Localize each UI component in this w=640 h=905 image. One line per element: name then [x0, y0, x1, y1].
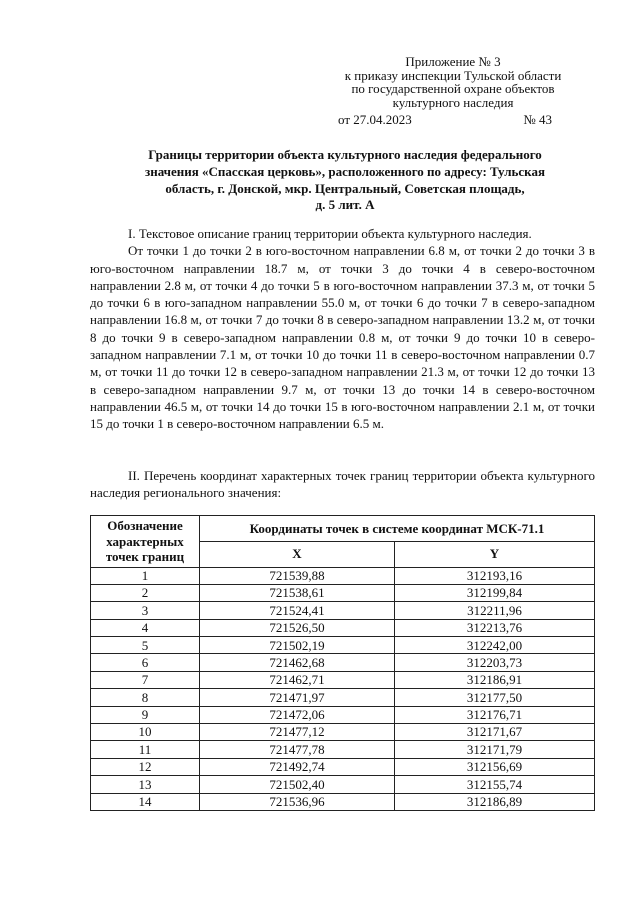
title-line: область, г. Донской, мкр. Центральный, Советская площадь, [165, 180, 525, 196]
title-line: Границы территории объекта культурного наследия федерального [148, 147, 542, 162]
coordinates-table-body [91, 567, 595, 810]
x-coordinate-cell: 721502,19 [200, 637, 395, 654]
point-number-cell: 13 [91, 776, 200, 793]
x-coordinate-cell: 721502,40 [200, 776, 395, 793]
point-number-cell: 6 [91, 654, 200, 671]
point-number-cell: 9 [91, 706, 200, 723]
point-number-cell: 2 [91, 584, 200, 601]
header-line: по государственной охране объектов [351, 81, 555, 96]
table-row [91, 793, 595, 810]
y-coordinate-cell: 312176,71 [395, 706, 595, 723]
coordinates-table [90, 515, 595, 811]
y-coordinate-cell: 312203,73 [395, 654, 595, 671]
point-number-cell: 14 [91, 793, 200, 810]
y-coordinate-cell: 312213,76 [395, 619, 595, 636]
point-number-cell: 11 [91, 741, 200, 758]
point-number-cell: 7 [91, 671, 200, 688]
point-number-cell: 1 [91, 567, 200, 584]
col-header-coords: Координаты точек в системе координат МСК-71.1 [200, 516, 595, 542]
point-number-cell: 3 [91, 602, 200, 619]
x-coordinate-cell: 721526,50 [200, 619, 395, 636]
y-coordinate-cell: 312171,67 [395, 724, 595, 741]
x-coordinate-cell: 721477,78 [200, 741, 395, 758]
header-line: Приложение № 3 [405, 54, 501, 69]
table-row [91, 671, 595, 688]
order-number: № 43 [523, 112, 552, 127]
x-coordinate-cell: 721477,12 [200, 724, 395, 741]
section-1-heading: I. Текстовое описание границ территории объекта культурного наследия. [128, 226, 532, 241]
x-coordinate-cell: 721536,96 [200, 793, 395, 810]
table-row [91, 741, 595, 758]
col-header-y: Y [395, 541, 595, 567]
x-coordinate-cell: 721524,41 [200, 602, 395, 619]
section-1-description: От точки 1 до точки 2 в юго-восточном направлении 6.8 м, от точки 2 до точки 3 в юго-восточном направлении 18.7 м, от точки 3 до точки 4 в северо-восточном направлении 2.8 м, от точки 4 до точки 5 в юго-восточном направлении 37.3 м, от точки 5 до точки 6 в юго-западном направлении 55.0 м, от точки 6 до точки 7 в северо-западном направлении 16.8 м, от точки 7 до точки 8 в северо-западном направлении 13.2 м, от точки 8 до точки 9 в северо-западном направлении 0.8 м, от точки 9 до точки 10 в северо-западном направлении 7.1 м, от точки 10 до точки 11 в северо-восточном направлении 0.7 м, от точки 11 до точки 12 в северо-западном направлении 21.3 м, от точки 12 до точки 13 в северо-западном направлении 9.7 м, от точки 13 до точки 14 в северо-восточном направлении 46.5 м, от точки 14 до точки 15 в юго-восточном направлении 2.1 м, от точки 15 до точки 1 в северо-восточном направлении 6.5 м. [90, 243, 595, 432]
table-row [91, 602, 595, 619]
y-coordinate-cell: 312177,50 [395, 689, 595, 706]
section-1 [90, 225, 595, 433]
section-2-heading: II. Перечень координат характерных точек границ территории объекта культурного наследия регионального значения: [90, 468, 595, 501]
point-number-cell: 12 [91, 758, 200, 775]
title-line: д. 5 лит. А [315, 197, 375, 213]
point-number-cell: 10 [91, 724, 200, 741]
section-2 [90, 467, 595, 502]
table-row [91, 706, 595, 723]
col-header-point: Обозначение характерных точек границ [91, 516, 200, 568]
table-row [91, 724, 595, 741]
header-line: культурного наследия [392, 94, 514, 110]
point-number-cell: 4 [91, 619, 200, 636]
x-coordinate-cell: 721462,68 [200, 654, 395, 671]
x-coordinate-cell: 721539,88 [200, 567, 395, 584]
y-coordinate-cell: 312242,00 [395, 637, 595, 654]
y-coordinate-cell: 312199,84 [395, 584, 595, 601]
table-row [91, 758, 595, 775]
x-coordinate-cell: 721462,71 [200, 671, 395, 688]
x-coordinate-cell: 721472,06 [200, 706, 395, 723]
table-row [91, 776, 595, 793]
appendix-header [318, 55, 588, 109]
x-coordinate-cell: 721471,97 [200, 689, 395, 706]
title-line: значения «Спасская церковь», расположенного по адресу: Тульская [144, 163, 545, 179]
point-number-cell: 5 [91, 637, 200, 654]
y-coordinate-cell: 312211,96 [395, 602, 595, 619]
table-row [91, 654, 595, 671]
x-coordinate-cell: 721538,61 [200, 584, 395, 601]
point-number-cell: 8 [91, 689, 200, 706]
table-row [91, 619, 595, 636]
table-row [91, 689, 595, 706]
x-coordinate-cell: 721492,74 [200, 758, 395, 775]
table-row [91, 637, 595, 654]
y-coordinate-cell: 312186,91 [395, 671, 595, 688]
order-date: от 27.04.2023 [338, 112, 412, 127]
y-coordinate-cell: 312186,89 [395, 793, 595, 810]
y-coordinate-cell: 312171,79 [395, 741, 595, 758]
header-line: к приказу инспекции Тульской области [344, 67, 562, 83]
order-date-row [338, 113, 552, 127]
col-header-x: X [200, 541, 395, 567]
document-title [96, 147, 594, 214]
y-coordinate-cell: 312155,74 [395, 776, 595, 793]
y-coordinate-cell: 312156,69 [395, 758, 595, 775]
y-coordinate-cell: 312193,16 [395, 567, 595, 584]
table-row [91, 567, 595, 584]
table-row [91, 584, 595, 601]
